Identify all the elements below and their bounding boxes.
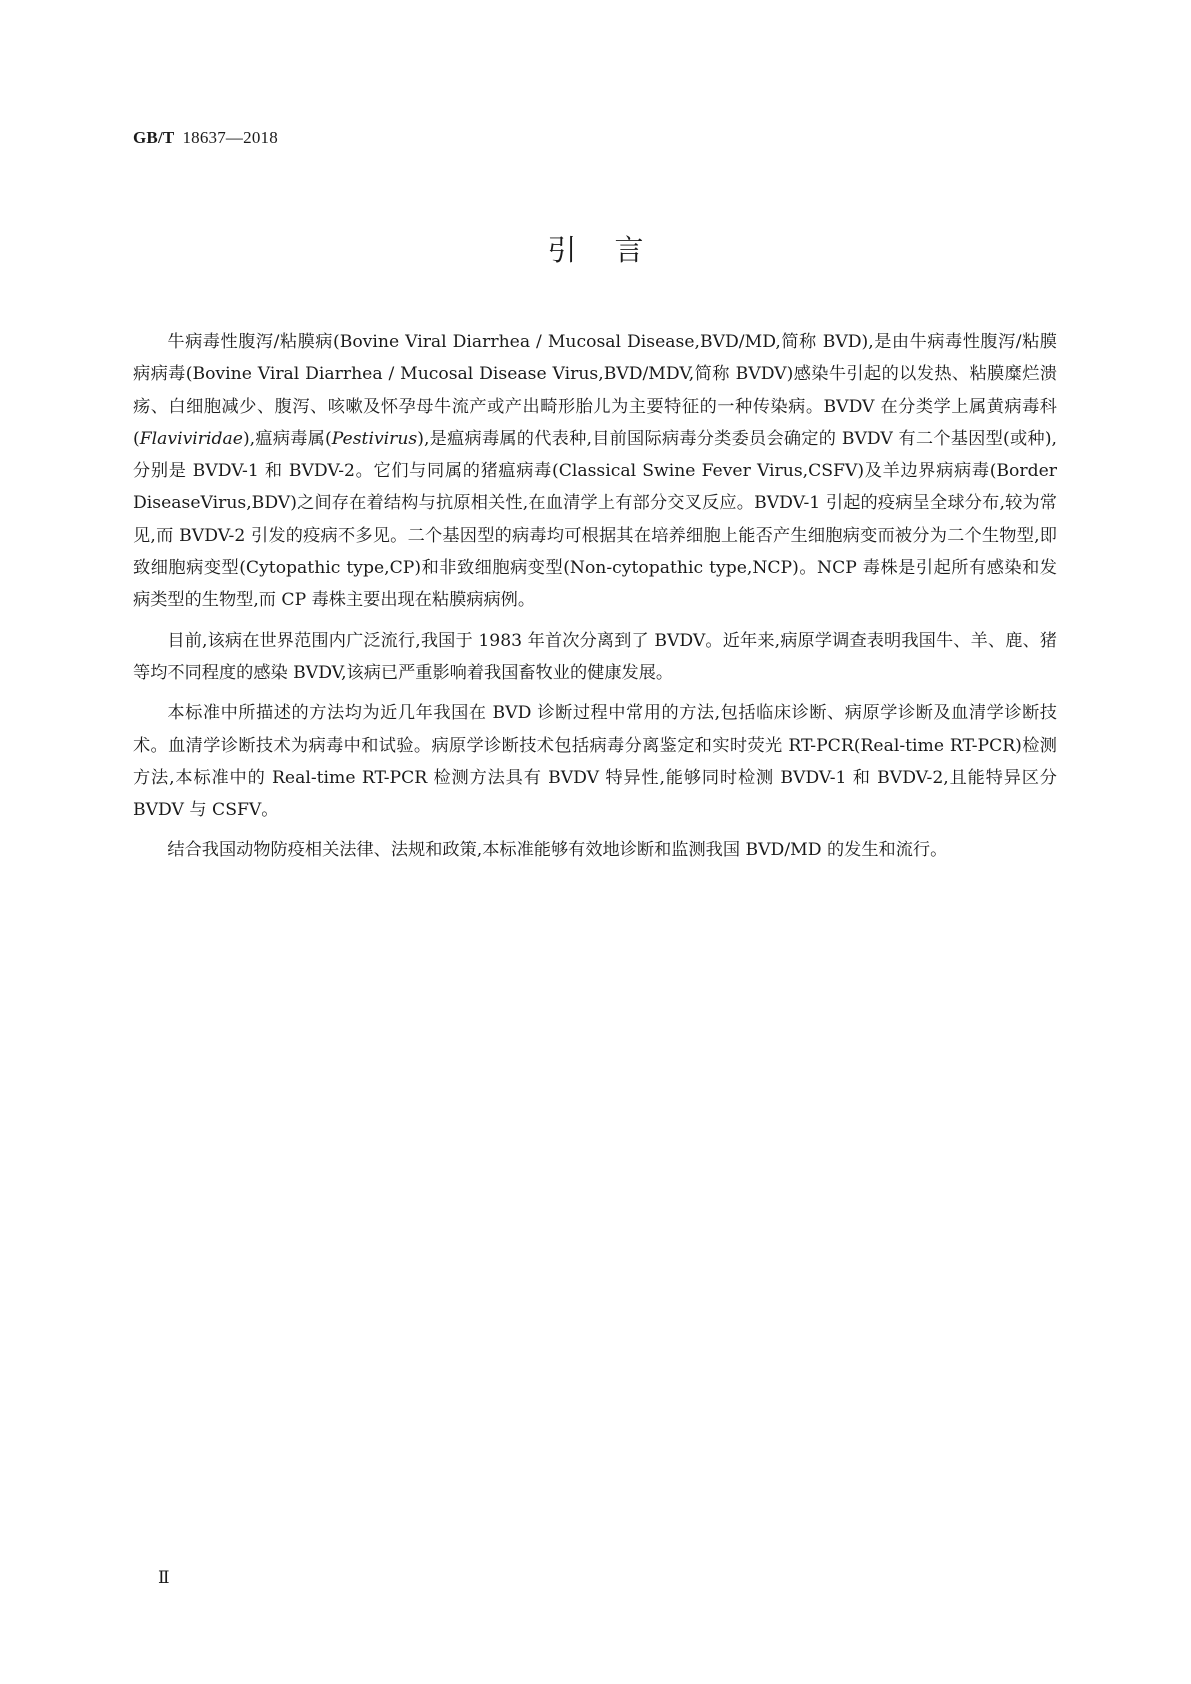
standard-number: 18637—2018 bbox=[182, 128, 278, 147]
document-header bbox=[133, 128, 278, 148]
body-text bbox=[133, 326, 1057, 875]
paragraph-1 bbox=[133, 326, 1057, 617]
page-number: Ⅱ bbox=[158, 1568, 170, 1587]
page-title: 引言 bbox=[547, 233, 682, 267]
paragraph-1-part-3: ),是瘟病毒属的代表种,目前国际病毒分类委员会确定的 BVDV 有二个基因型(或种),分别是 BVDV-1 和 BVDV-2。它们与同属的猪瘟病毒(Classical Swine Fever Virus,CSFV)及羊边界病病毒(Border DiseaseVirus,BDV)之间存在着结构与抗原相关性,在血清学上有部分交叉反应。BVDV-1 引起的疫病呈全球分布,较为常见,而 BVDV-2 引发的疫病不多见。二个基因型的病毒均可根据其在培养细胞上能否产生细胞病变而被分为二个生物型,即致细胞病变型(Cytopathic type,CP)和非致细胞病变型(Non-cytopathic type,NCP)。NCP 毒株是引起所有感染和发病类型的生物型,而 CP 毒株主要出现在粘膜病病例。 bbox=[133, 428, 1057, 611]
standard-code: GB/T bbox=[133, 128, 175, 147]
paragraph-2: 目前,该病在世界范围内广泛流行,我国于 1983 年首次分离到了 BVDV。近年来,病原学调查表明我国牛、羊、鹿、猪等均不同程度的感染 BVDV,该病已严重影响着我国畜牧业的健康发展。 bbox=[133, 630, 1057, 683]
paragraph-1-part-1: 牛病毒性腹泻/粘膜病(Bovine Viral Diarrhea / Mucosal Disease,BVD/MD,简称 BVD),是由牛病毒性腹泻/粘膜病病毒(Bovine Viral Diarrhea / Mucosal Disease Virus,BVD/MDV,简称 BVDV)感染牛引起的以发热、粘膜糜烂溃疡、白细胞减少、腹泻、咳嗽及怀孕母牛流产或产出畸形胎儿为主要特征的一种传染病。BVDV 在分类学上属黄病毒科( bbox=[133, 332, 1057, 449]
paragraph-1-part-2: ),瘟病毒属( bbox=[242, 428, 332, 449]
paragraph-4: 结合我国动物防疫相关法律、法规和政策,本标准能够有效地诊断和监测我国 BVD/MD 的发生和流行。 bbox=[167, 840, 948, 861]
paragraph-3: 本标准中所描述的方法均为近几年我国在 BVD 诊断过程中常用的方法,包括临床诊断、病原学诊断及血清学诊断技术。血清学诊断技术为病毒中和试验。病原学诊断技术包括病毒分离鉴定和实时荧光 RT-PCR(Real-time RT-PCR)检测方法,本标准中的 Real-time RT-PCR 检测方法具有 BVDV 特异性,能够同时检测 BVDV-1 和 BVDV-2,且能特异区分 BVDV 与 CSFV。 bbox=[133, 703, 1057, 821]
family-name: Flaviviridae bbox=[139, 428, 243, 449]
genus-name: Pestivirus bbox=[331, 428, 418, 449]
